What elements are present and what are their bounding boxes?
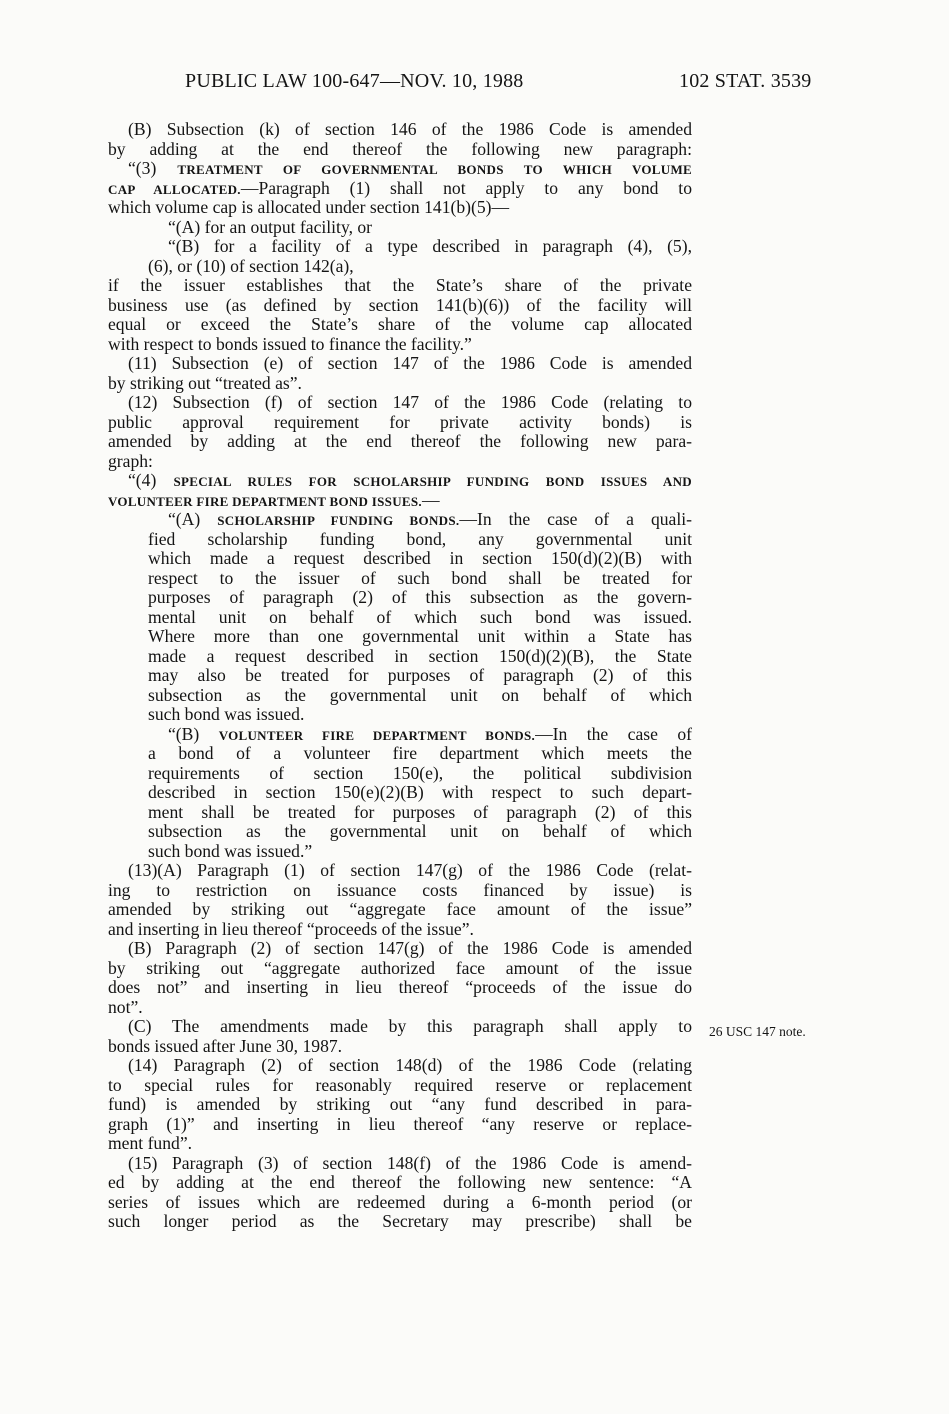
- text-line: such bond was issued.”: [148, 840, 313, 861]
- text-line: not”.: [108, 996, 143, 1017]
- text-line: “(B) VOLUNTEER FIRE DEPARTMENT BONDS.—In the case of: [168, 723, 692, 744]
- text-line: (12) Subsection (f) of section 147 of the 1986 Code (relating to: [128, 392, 692, 412]
- small-caps-heading: SCHOLARSHIP FUNDING BONDS.: [217, 513, 460, 528]
- text-line: ment shall be treated for purposes of paragraph (2) of this: [148, 801, 692, 822]
- text-line: CAP ALLOCATED.—Paragraph (1) shall not apply to any bond to: [108, 177, 692, 198]
- text-line: subsection as the governmental unit on behalf of which: [148, 684, 692, 705]
- small-caps-heading: VOLUNTEER FIRE DEPARTMENT BOND ISSUES.: [108, 493, 422, 509]
- text-line: which volume cap is allocated under section 141(b)(5)—: [108, 197, 510, 217]
- text-line: ment fund”.: [108, 1133, 193, 1153]
- text-line: (C) The amendments made by this paragraph shall apply to: [128, 1016, 692, 1036]
- text-line: which made a request described in section 150(d)(2)(B) with: [148, 548, 692, 568]
- text-line: (B) Paragraph (2) of section 147(g) of the 1986 Code is amended: [128, 938, 692, 958]
- margin-citation-note: 26 USC 147 note.: [709, 1024, 806, 1039]
- text-line: with respect to bonds issued to finance the facility.”: [108, 333, 472, 354]
- text-line: “(A) SCHOLARSHIP FUNDING BONDS.—In the case of a quali-: [168, 509, 692, 529]
- text-line: (B) Subsection (k) of section 146 of the 1986 Code is amended: [128, 119, 692, 139]
- text-line: by striking out “aggregate authorized face amount of the issue: [108, 957, 692, 978]
- small-caps-heading: SPECIAL RULES FOR SCHOLARSHIP FUNDING BOND ISSUES AND: [173, 474, 692, 489]
- text-line: and inserting in lieu thereof “proceeds of the issue”.: [108, 918, 474, 939]
- text-line: amended by striking out “aggregate face amount of the issue”: [108, 899, 692, 919]
- text-line: (13)(A) Paragraph (1) of section 147(g) of the 1986 Code (relat-: [128, 860, 692, 880]
- text-line: public approval requirement for private activity bonds) is: [108, 411, 692, 432]
- text-line: may also be treated for purposes of paragraph (2) of this: [148, 665, 692, 685]
- text-line: such longer period as the Secretary may prescribe) shall be: [108, 1211, 692, 1231]
- text-line: VOLUNTEER FIRE DEPARTMENT BOND ISSUES.—: [108, 489, 440, 510]
- running-header-title: PUBLIC LAW 100-647—NOV. 10, 1988: [185, 70, 524, 92]
- text-line: by adding at the end thereof the following new paragraph:: [108, 138, 692, 159]
- text-line: to special rules for reasonably required reserve or replacement: [108, 1074, 692, 1095]
- text-line: fund) is amended by striking out “any fund described in para-: [108, 1094, 692, 1114]
- text-line: “(4) SPECIAL RULES FOR SCHOLARSHIP FUNDING BOND ISSUES AND: [128, 470, 692, 490]
- statute-body-text: [108, 120, 692, 1232]
- text-line: mental unit on behalf of which such bond was issued.: [148, 606, 692, 627]
- text-line: ing to restriction on issuance costs financed by issue) is: [108, 879, 692, 900]
- small-caps-heading: VOLUNTEER FIRE DEPARTMENT BONDS.: [218, 727, 536, 743]
- text-line: subsection as the governmental unit on behalf of which: [148, 821, 692, 841]
- text-line: graph (1)” and inserting in lieu thereof “any reserve or replace-: [108, 1113, 692, 1134]
- text-line: “(B) for a facility of a type described in paragraph (4), (5),: [168, 236, 692, 256]
- text-line: (14) Paragraph (2) of section 148(d) of the 1986 Code (relating: [128, 1055, 692, 1075]
- text-line: “(A) for an output facility, or: [168, 216, 373, 237]
- text-line: Where more than one governmental unit within a State has: [148, 626, 692, 646]
- text-line: bonds issued after June 30, 1987.: [108, 1035, 343, 1056]
- text-line: fied scholarship funding bond, any governmental unit: [148, 528, 692, 549]
- text-line: respect to the issuer of such bond shall be treated for: [148, 567, 692, 588]
- text-line: (11) Subsection (e) of section 147 of the 1986 Code is amended: [128, 353, 692, 373]
- text-line: ed by adding at the end thereof the following new sentence: “A: [108, 1172, 692, 1192]
- text-line: purposes of paragraph (2) of this subsection as the govern-: [148, 587, 692, 607]
- text-line: if the issuer establishes that the State’s share of the private: [108, 275, 692, 295]
- text-line: a bond of a volunteer fire department which meets the: [148, 743, 692, 763]
- text-line: business use (as defined by section 141(b)(6)) of the facility will: [108, 294, 692, 315]
- text-line: does not” and inserting in lieu thereof “proceeds of the issue do: [108, 977, 692, 997]
- text-line: series of issues which are redeemed during a 6-month period (or: [108, 1191, 692, 1212]
- text-line: graph:: [108, 450, 153, 471]
- text-line: such bond was issued.: [148, 704, 305, 724]
- text-line: described in section 150(e)(2)(B) with respect to such depart-: [148, 782, 692, 802]
- text-line: (6), or (10) of section 142(a),: [148, 255, 354, 276]
- text-line: equal or exceed the State’s share of the volume cap allocated: [108, 314, 692, 334]
- small-caps-heading: CAP ALLOCATED.: [108, 181, 241, 197]
- text-line: amended by adding at the end thereof the following new para-: [108, 431, 692, 451]
- text-line: (15) Paragraph (3) of section 148(f) of the 1986 Code is amend-: [128, 1152, 692, 1173]
- text-line: requirements of section 150(e), the political subdivision: [148, 762, 692, 783]
- running-header-stat-page: 102 STAT. 3539: [679, 70, 812, 92]
- small-caps-heading: TREATMENT OF GOVERNMENTAL BONDS TO WHICH VOLUME: [177, 162, 692, 177]
- text-line: made a request described in section 150(d)(2)(B), the State: [148, 645, 692, 666]
- text-line: by striking out “treated as”.: [108, 372, 302, 393]
- text-line: “(3) TREATMENT OF GOVERNMENTAL BONDS TO WHICH VOLUME: [128, 158, 692, 178]
